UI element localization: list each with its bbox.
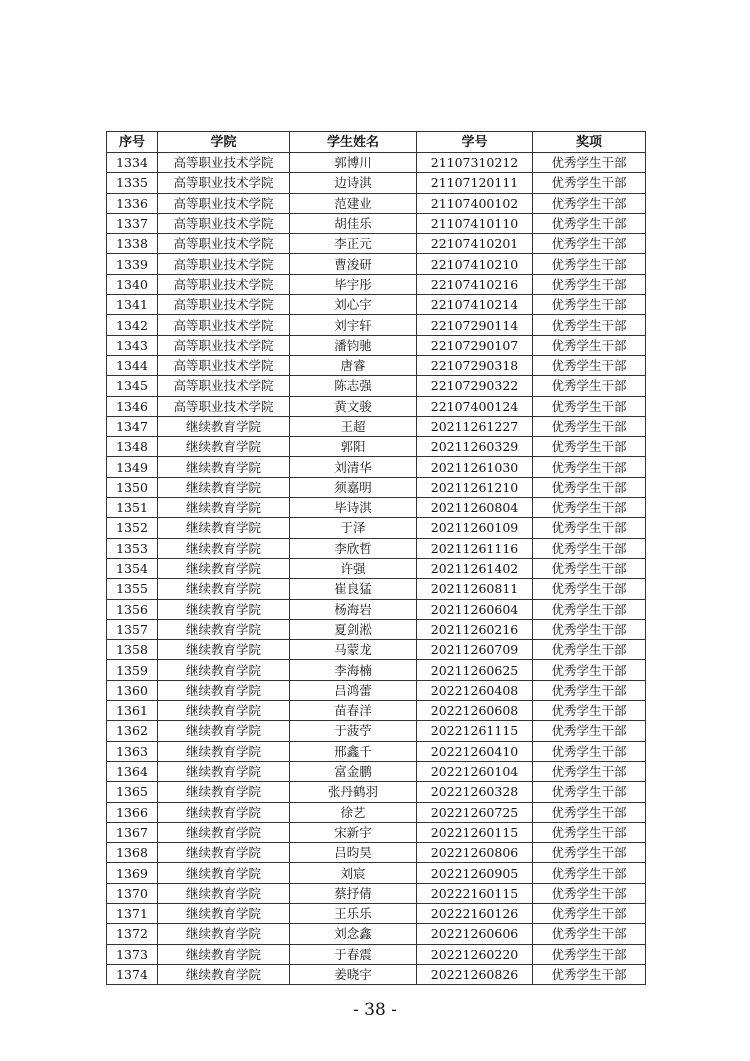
college-cell: 继续教育学院 bbox=[158, 538, 290, 558]
student-id-cell: 22107290322 bbox=[417, 376, 533, 396]
table-row bbox=[107, 579, 646, 599]
award-cell: 优秀学生干部 bbox=[533, 376, 646, 396]
table-row bbox=[107, 355, 646, 375]
college-cell: 继续教育学院 bbox=[158, 701, 290, 721]
award-cell: 优秀学生干部 bbox=[533, 518, 646, 538]
serial-number-cell: 1334 bbox=[107, 153, 158, 173]
student-id-cell: 20221260115 bbox=[417, 822, 533, 842]
student-id-cell: 20221260606 bbox=[417, 924, 533, 944]
college-cell: 高等职业技术学院 bbox=[158, 193, 290, 213]
serial-number-cell: 1347 bbox=[107, 416, 158, 436]
serial-number-cell: 1360 bbox=[107, 680, 158, 700]
student-id-cell: 22107410201 bbox=[417, 234, 533, 254]
student-name-cell: 张丹鹤羽 bbox=[290, 782, 417, 802]
student-name-cell: 杨海岩 bbox=[290, 599, 417, 619]
table-row bbox=[107, 396, 646, 416]
table-row bbox=[107, 680, 646, 700]
award-cell: 优秀学生干部 bbox=[533, 640, 646, 660]
award-cell: 优秀学生干部 bbox=[533, 619, 646, 639]
student-name-cell: 富金鹏 bbox=[290, 761, 417, 781]
award-cell: 优秀学生干部 bbox=[533, 538, 646, 558]
college-cell: 高等职业技术学院 bbox=[158, 153, 290, 173]
college-cell: 继续教育学院 bbox=[158, 863, 290, 883]
serial-number-cell: 1341 bbox=[107, 295, 158, 315]
table-row bbox=[107, 295, 646, 315]
college-cell: 继续教育学院 bbox=[158, 619, 290, 639]
table-row bbox=[107, 274, 646, 294]
award-table bbox=[106, 131, 646, 985]
table-row bbox=[107, 924, 646, 944]
college-cell: 高等职业技术学院 bbox=[158, 396, 290, 416]
serial-number-cell: 1337 bbox=[107, 213, 158, 233]
serial-number-cell: 1364 bbox=[107, 761, 158, 781]
serial-number-cell: 1369 bbox=[107, 863, 158, 883]
table-row bbox=[107, 153, 646, 173]
student-name-cell: 于菠苧 bbox=[290, 721, 417, 741]
table-row bbox=[107, 538, 646, 558]
college-cell: 高等职业技术学院 bbox=[158, 295, 290, 315]
student-name-cell: 曹浚研 bbox=[290, 254, 417, 274]
header-award: 奖项 bbox=[533, 132, 646, 153]
student-id-cell: 20211261030 bbox=[417, 457, 533, 477]
table-row bbox=[107, 234, 646, 254]
serial-number-cell: 1371 bbox=[107, 903, 158, 923]
college-cell: 继续教育学院 bbox=[158, 579, 290, 599]
student-name-cell: 王超 bbox=[290, 416, 417, 436]
college-cell: 继续教育学院 bbox=[158, 498, 290, 518]
award-cell: 优秀学生干部 bbox=[533, 599, 646, 619]
college-cell: 继续教育学院 bbox=[158, 802, 290, 822]
table-row bbox=[107, 619, 646, 639]
student-id-cell: 21107310212 bbox=[417, 153, 533, 173]
student-name-cell: 许强 bbox=[290, 558, 417, 578]
table-body bbox=[107, 153, 646, 985]
award-cell: 优秀学生干部 bbox=[533, 498, 646, 518]
college-cell: 高等职业技术学院 bbox=[158, 213, 290, 233]
table-row bbox=[107, 761, 646, 781]
serial-number-cell: 1351 bbox=[107, 498, 158, 518]
student-id-cell: 20211260604 bbox=[417, 599, 533, 619]
award-cell: 优秀学生干部 bbox=[533, 903, 646, 923]
college-cell: 高等职业技术学院 bbox=[158, 274, 290, 294]
student-id-cell: 20211261210 bbox=[417, 477, 533, 497]
student-id-cell: 20221260220 bbox=[417, 944, 533, 964]
student-name-cell: 李海楠 bbox=[290, 660, 417, 680]
serial-number-cell: 1345 bbox=[107, 376, 158, 396]
table-row bbox=[107, 660, 646, 680]
student-id-cell: 20211260625 bbox=[417, 660, 533, 680]
student-id-cell: 20221260608 bbox=[417, 701, 533, 721]
serial-number-cell: 1368 bbox=[107, 843, 158, 863]
student-name-cell: 姜晓宇 bbox=[290, 964, 417, 984]
award-cell: 优秀学生干部 bbox=[533, 741, 646, 761]
award-cell: 优秀学生干部 bbox=[533, 315, 646, 335]
college-cell: 继续教育学院 bbox=[158, 680, 290, 700]
award-cell: 优秀学生干部 bbox=[533, 964, 646, 984]
award-cell: 优秀学生干部 bbox=[533, 437, 646, 457]
student-id-cell: 20221260905 bbox=[417, 863, 533, 883]
table-row bbox=[107, 640, 646, 660]
table-row bbox=[107, 213, 646, 233]
table-row bbox=[107, 721, 646, 741]
college-cell: 高等职业技术学院 bbox=[158, 173, 290, 193]
award-cell: 优秀学生干部 bbox=[533, 660, 646, 680]
student-id-cell: 20221260826 bbox=[417, 964, 533, 984]
college-cell: 继续教育学院 bbox=[158, 843, 290, 863]
table-row bbox=[107, 416, 646, 436]
serial-number-cell: 1349 bbox=[107, 457, 158, 477]
student-id-cell: 20222160115 bbox=[417, 883, 533, 903]
table-row bbox=[107, 457, 646, 477]
student-name-cell: 范建业 bbox=[290, 193, 417, 213]
student-name-cell: 夏剑淞 bbox=[290, 619, 417, 639]
college-cell: 继续教育学院 bbox=[158, 558, 290, 578]
college-cell: 继续教育学院 bbox=[158, 924, 290, 944]
header-student-id: 学号 bbox=[417, 132, 533, 153]
serial-number-cell: 1352 bbox=[107, 518, 158, 538]
award-cell: 优秀学生干部 bbox=[533, 396, 646, 416]
serial-number-cell: 1342 bbox=[107, 315, 158, 335]
college-cell: 继续教育学院 bbox=[158, 437, 290, 457]
student-name-cell: 胡佳乐 bbox=[290, 213, 417, 233]
student-id-cell: 22107290114 bbox=[417, 315, 533, 335]
award-cell: 优秀学生干部 bbox=[533, 295, 646, 315]
student-id-cell: 21107400102 bbox=[417, 193, 533, 213]
student-name-cell: 须嘉明 bbox=[290, 477, 417, 497]
student-id-cell: 20221261115 bbox=[417, 721, 533, 741]
student-name-cell: 李正元 bbox=[290, 234, 417, 254]
college-cell: 高等职业技术学院 bbox=[158, 335, 290, 355]
student-name-cell: 于春震 bbox=[290, 944, 417, 964]
college-cell: 继续教育学院 bbox=[158, 822, 290, 842]
student-id-cell: 20221260328 bbox=[417, 782, 533, 802]
college-cell: 高等职业技术学院 bbox=[158, 355, 290, 375]
table-row bbox=[107, 254, 646, 274]
award-cell: 优秀学生干部 bbox=[533, 335, 646, 355]
serial-number-cell: 1365 bbox=[107, 782, 158, 802]
serial-number-cell: 1359 bbox=[107, 660, 158, 680]
award-cell: 优秀学生干部 bbox=[533, 701, 646, 721]
college-cell: 继续教育学院 bbox=[158, 761, 290, 781]
serial-number-cell: 1339 bbox=[107, 254, 158, 274]
table-row bbox=[107, 193, 646, 213]
student-name-cell: 陈志强 bbox=[290, 376, 417, 396]
award-cell: 优秀学生干部 bbox=[533, 863, 646, 883]
serial-number-cell: 1367 bbox=[107, 822, 158, 842]
award-cell: 优秀学生干部 bbox=[533, 822, 646, 842]
serial-number-cell: 1361 bbox=[107, 701, 158, 721]
student-name-cell: 毕诗淇 bbox=[290, 498, 417, 518]
college-cell: 继续教育学院 bbox=[158, 964, 290, 984]
student-id-cell: 21107120111 bbox=[417, 173, 533, 193]
page-number: - 38 - bbox=[353, 1000, 397, 1020]
student-name-cell: 刘心宇 bbox=[290, 295, 417, 315]
serial-number-cell: 1338 bbox=[107, 234, 158, 254]
student-id-cell: 20211260216 bbox=[417, 619, 533, 639]
serial-number-cell: 1355 bbox=[107, 579, 158, 599]
student-name-cell: 宋新宇 bbox=[290, 822, 417, 842]
student-name-cell: 刘念鑫 bbox=[290, 924, 417, 944]
table-header-row bbox=[107, 132, 646, 153]
serial-number-cell: 1366 bbox=[107, 802, 158, 822]
serial-number-cell: 1344 bbox=[107, 355, 158, 375]
student-name-cell: 唐睿 bbox=[290, 355, 417, 375]
award-cell: 优秀学生干部 bbox=[533, 457, 646, 477]
student-id-cell: 20211260811 bbox=[417, 579, 533, 599]
college-cell: 继续教育学院 bbox=[158, 741, 290, 761]
college-cell: 继续教育学院 bbox=[158, 599, 290, 619]
student-id-cell: 20211260109 bbox=[417, 518, 533, 538]
student-id-cell: 22107410210 bbox=[417, 254, 533, 274]
serial-number-cell: 1348 bbox=[107, 437, 158, 457]
serial-number-cell: 1350 bbox=[107, 477, 158, 497]
student-name-cell: 郭阳 bbox=[290, 437, 417, 457]
award-table-container bbox=[106, 131, 645, 985]
college-cell: 高等职业技术学院 bbox=[158, 234, 290, 254]
award-cell: 优秀学生干部 bbox=[533, 477, 646, 497]
college-cell: 继续教育学院 bbox=[158, 944, 290, 964]
serial-number-cell: 1363 bbox=[107, 741, 158, 761]
serial-number-cell: 1356 bbox=[107, 599, 158, 619]
student-name-cell: 郭博川 bbox=[290, 153, 417, 173]
table-row bbox=[107, 376, 646, 396]
table-row bbox=[107, 599, 646, 619]
college-cell: 继续教育学院 bbox=[158, 721, 290, 741]
table-row bbox=[107, 863, 646, 883]
table-row bbox=[107, 477, 646, 497]
student-name-cell: 潘钧驰 bbox=[290, 335, 417, 355]
student-id-cell: 22107290318 bbox=[417, 355, 533, 375]
college-cell: 继续教育学院 bbox=[158, 660, 290, 680]
serial-number-cell: 1373 bbox=[107, 944, 158, 964]
student-name-cell: 刘宇轩 bbox=[290, 315, 417, 335]
header-serial-number: 序号 bbox=[107, 132, 158, 153]
student-name-cell: 吕昀昊 bbox=[290, 843, 417, 863]
award-cell: 优秀学生干部 bbox=[533, 761, 646, 781]
college-cell: 继续教育学院 bbox=[158, 640, 290, 660]
serial-number-cell: 1340 bbox=[107, 274, 158, 294]
table-row bbox=[107, 335, 646, 355]
college-cell: 继续教育学院 bbox=[158, 903, 290, 923]
award-cell: 优秀学生干部 bbox=[533, 213, 646, 233]
college-cell: 继续教育学院 bbox=[158, 416, 290, 436]
student-name-cell: 苗春洋 bbox=[290, 701, 417, 721]
student-id-cell: 22107290107 bbox=[417, 335, 533, 355]
table-row bbox=[107, 701, 646, 721]
award-cell: 优秀学生干部 bbox=[533, 274, 646, 294]
student-name-cell: 邢鑫千 bbox=[290, 741, 417, 761]
serial-number-cell: 1374 bbox=[107, 964, 158, 984]
student-name-cell: 刘清华 bbox=[290, 457, 417, 477]
student-id-cell: 21107410110 bbox=[417, 213, 533, 233]
serial-number-cell: 1343 bbox=[107, 335, 158, 355]
student-id-cell: 20211261116 bbox=[417, 538, 533, 558]
college-cell: 高等职业技术学院 bbox=[158, 315, 290, 335]
student-name-cell: 刘宸 bbox=[290, 863, 417, 883]
student-id-cell: 22107400124 bbox=[417, 396, 533, 416]
college-cell: 继续教育学院 bbox=[158, 518, 290, 538]
serial-number-cell: 1370 bbox=[107, 883, 158, 903]
award-cell: 优秀学生干部 bbox=[533, 254, 646, 274]
serial-number-cell: 1362 bbox=[107, 721, 158, 741]
table-row bbox=[107, 903, 646, 923]
table-row bbox=[107, 173, 646, 193]
student-id-cell: 20221260104 bbox=[417, 761, 533, 781]
student-name-cell: 毕宇彤 bbox=[290, 274, 417, 294]
student-name-cell: 王乐乐 bbox=[290, 903, 417, 923]
student-id-cell: 20221260410 bbox=[417, 741, 533, 761]
student-id-cell: 20221260725 bbox=[417, 802, 533, 822]
award-cell: 优秀学生干部 bbox=[533, 416, 646, 436]
award-cell: 优秀学生干部 bbox=[533, 924, 646, 944]
award-cell: 优秀学生干部 bbox=[533, 193, 646, 213]
table-row bbox=[107, 498, 646, 518]
college-cell: 高等职业技术学院 bbox=[158, 254, 290, 274]
header-college: 学院 bbox=[158, 132, 290, 153]
college-cell: 继续教育学院 bbox=[158, 883, 290, 903]
student-name-cell: 于泽 bbox=[290, 518, 417, 538]
student-name-cell: 崔良猛 bbox=[290, 579, 417, 599]
table-row bbox=[107, 843, 646, 863]
serial-number-cell: 1335 bbox=[107, 173, 158, 193]
award-cell: 优秀学生干部 bbox=[533, 558, 646, 578]
table-row bbox=[107, 802, 646, 822]
award-cell: 优秀学生干部 bbox=[533, 680, 646, 700]
student-id-cell: 20221260806 bbox=[417, 843, 533, 863]
award-cell: 优秀学生干部 bbox=[533, 355, 646, 375]
award-cell: 优秀学生干部 bbox=[533, 173, 646, 193]
serial-number-cell: 1354 bbox=[107, 558, 158, 578]
award-cell: 优秀学生干部 bbox=[533, 843, 646, 863]
student-id-cell: 22107410216 bbox=[417, 274, 533, 294]
award-cell: 优秀学生干部 bbox=[533, 782, 646, 802]
student-id-cell: 20211261227 bbox=[417, 416, 533, 436]
table-row bbox=[107, 944, 646, 964]
header-student-name: 学生姓名 bbox=[290, 132, 417, 153]
student-name-cell: 黄文骏 bbox=[290, 396, 417, 416]
table-row bbox=[107, 822, 646, 842]
award-cell: 优秀学生干部 bbox=[533, 721, 646, 741]
student-name-cell: 马蒙龙 bbox=[290, 640, 417, 660]
college-cell: 继续教育学院 bbox=[158, 457, 290, 477]
table-row bbox=[107, 437, 646, 457]
student-id-cell: 22107410214 bbox=[417, 295, 533, 315]
student-id-cell: 20221260408 bbox=[417, 680, 533, 700]
award-cell: 优秀学生干部 bbox=[533, 883, 646, 903]
award-cell: 优秀学生干部 bbox=[533, 153, 646, 173]
student-name-cell: 李欣哲 bbox=[290, 538, 417, 558]
college-cell: 继续教育学院 bbox=[158, 477, 290, 497]
student-id-cell: 20222160126 bbox=[417, 903, 533, 923]
serial-number-cell: 1357 bbox=[107, 619, 158, 639]
award-cell: 优秀学生干部 bbox=[533, 579, 646, 599]
award-cell: 优秀学生干部 bbox=[533, 234, 646, 254]
serial-number-cell: 1346 bbox=[107, 396, 158, 416]
college-cell: 继续教育学院 bbox=[158, 782, 290, 802]
student-id-cell: 20211261402 bbox=[417, 558, 533, 578]
award-cell: 优秀学生干部 bbox=[533, 944, 646, 964]
award-cell: 优秀学生干部 bbox=[533, 802, 646, 822]
serial-number-cell: 1353 bbox=[107, 538, 158, 558]
college-cell: 高等职业技术学院 bbox=[158, 376, 290, 396]
student-name-cell: 边诗淇 bbox=[290, 173, 417, 193]
student-id-cell: 20211260709 bbox=[417, 640, 533, 660]
table-row bbox=[107, 883, 646, 903]
table-row bbox=[107, 964, 646, 984]
serial-number-cell: 1372 bbox=[107, 924, 158, 944]
student-name-cell: 蔡抒倩 bbox=[290, 883, 417, 903]
serial-number-cell: 1358 bbox=[107, 640, 158, 660]
table-row bbox=[107, 518, 646, 538]
serial-number-cell: 1336 bbox=[107, 193, 158, 213]
student-id-cell: 20211260804 bbox=[417, 498, 533, 518]
table-row bbox=[107, 741, 646, 761]
table-row bbox=[107, 558, 646, 578]
student-name-cell: 吕鸿蕾 bbox=[290, 680, 417, 700]
table-row bbox=[107, 315, 646, 335]
student-id-cell: 20211260329 bbox=[417, 437, 533, 457]
table-row bbox=[107, 782, 646, 802]
student-name-cell: 徐艺 bbox=[290, 802, 417, 822]
